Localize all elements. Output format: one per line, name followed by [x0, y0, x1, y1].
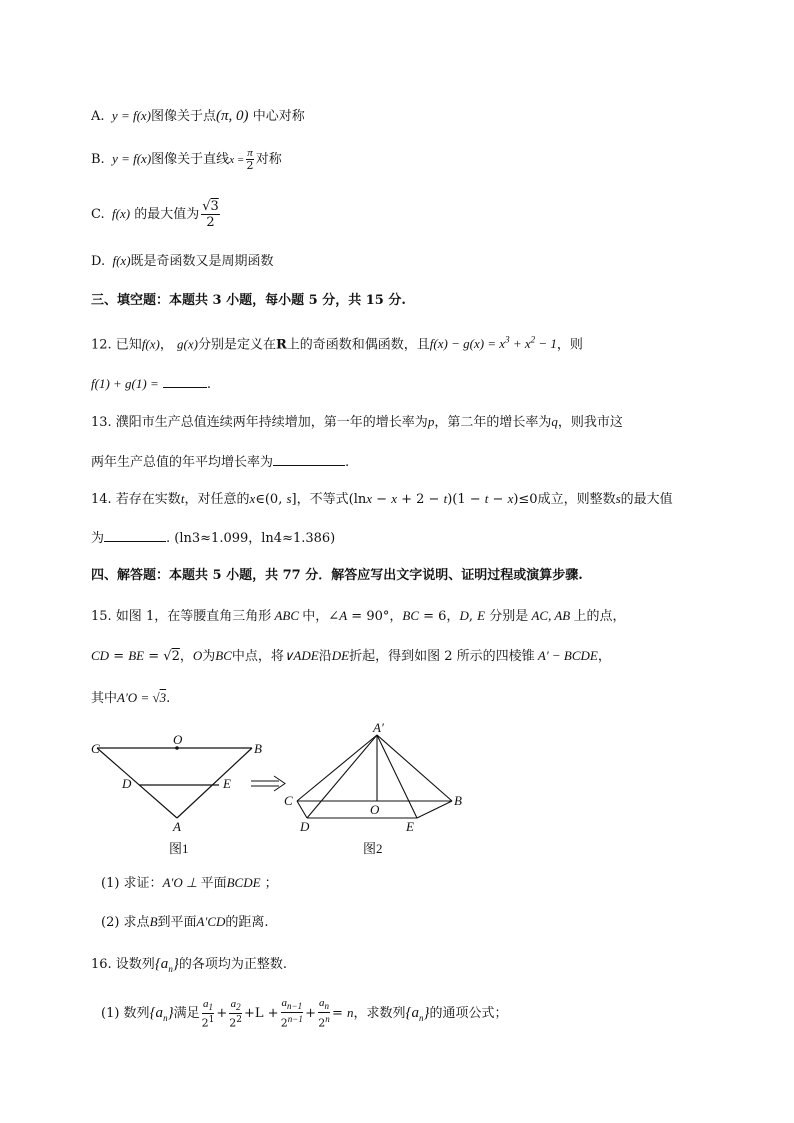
- option-b-text: 图像关于直线: [151, 152, 230, 167]
- q15-part2-b: B: [149, 914, 158, 929]
- option-a-formula: y = f(x): [108, 108, 152, 123]
- question-13-line1: [91, 412, 623, 433]
- q14-text3: ，不等式: [296, 492, 349, 507]
- option-b-tail: 对称: [255, 152, 282, 167]
- q12-answer-blank[interactable]: [163, 373, 207, 388]
- q16-part1-an: $\{a_n\}$: [149, 1004, 174, 1023]
- option-d: [91, 251, 274, 272]
- q15-part1-end: ；: [264, 876, 278, 891]
- q14-text4: 成立，则整数: [537, 492, 616, 507]
- q16-an: $\{a_n\}$: [154, 956, 179, 974]
- option-a-label: A.: [91, 109, 105, 124]
- q13-text2: ，第二年的增长率为: [434, 415, 552, 430]
- question-15-part1: [101, 873, 278, 894]
- question-13-line2: 两年生产总值的年平均增长率为 .: [91, 451, 349, 473]
- q12-g: g(x): [177, 336, 198, 352]
- option-b-label: B.: [91, 152, 105, 167]
- q15-text11: 其中: [91, 691, 118, 706]
- q15-part1-text: (1) 求证：: [101, 876, 163, 891]
- question-15-line1: [91, 606, 625, 627]
- q12-r: R: [275, 337, 287, 353]
- q15-text6: ，: [179, 649, 193, 664]
- question-12-line1: [91, 330, 583, 355]
- q12-prefix: 12. 已知: [91, 337, 142, 353]
- q16-text2: 的各项均为正整数.: [178, 957, 287, 972]
- fig2-label-ap: A′: [373, 722, 384, 735]
- q12-tail: ，则: [556, 337, 583, 353]
- q15-de: DE: [331, 648, 350, 663]
- q13-text1: 13. 濮阳市生产总值连续两年持续增加，第一年的增长率为: [91, 415, 428, 430]
- question-15-line3: 其中A′O = √3.: [91, 690, 171, 706]
- option-c-label: C.: [91, 207, 105, 222]
- q15-part2-text: (2) 求点: [101, 915, 150, 930]
- fig1-label-d: D: [122, 776, 132, 791]
- fig2-caption: 图2: [363, 841, 383, 856]
- q15-part1-bcde: BCDE: [226, 875, 261, 890]
- q15-part2-acd: A′CD: [196, 914, 226, 929]
- q12-sep: ，: [159, 337, 173, 353]
- q14-text6: 为: [91, 531, 105, 546]
- q15-o: O: [192, 648, 203, 663]
- q12-text2: 上的奇函数和偶函数，且: [286, 337, 430, 353]
- q16-part1-text3: ，求数列: [353, 1005, 406, 1021]
- q13-p: p: [427, 414, 435, 429]
- question-14-line2: [91, 527, 335, 549]
- question-15-part2: [101, 912, 269, 933]
- q14-interval: x∈(0, s]: [249, 491, 297, 507]
- q15-text1: 15. 如图 1，在等腰直角三角形: [91, 609, 272, 624]
- q13-text3: ，则我市这: [557, 415, 623, 430]
- q15-part2-plane: 到平面: [157, 915, 197, 930]
- q14-text5: 的最大值: [620, 492, 673, 507]
- fig1-label-o: O: [173, 732, 183, 747]
- fig1-caption: 图1: [169, 841, 189, 856]
- q16-part1-text1: (1) 数列: [101, 1005, 150, 1021]
- option-b-x: x =: [229, 154, 245, 166]
- fig1-label-b: B: [254, 741, 262, 756]
- q14-hint: . (ln3≈1.099，ln4≈1.386): [166, 531, 336, 546]
- fig2-label-b: B: [454, 793, 462, 808]
- fig2-label-c: C: [284, 793, 293, 808]
- q16-part1-an2: $\{a_n\}$: [405, 1004, 430, 1023]
- figure-2: [284, 722, 462, 856]
- option-d-text: 既是奇函数又是周期函数: [130, 254, 274, 269]
- q13-text4: 两年生产总值的年平均增长率为: [91, 455, 274, 470]
- q15-text4: 分别是: [489, 609, 529, 624]
- q15-ade: ∨ADE: [283, 648, 319, 663]
- q15-cd-be: CD = BE = √2: [91, 648, 180, 664]
- option-c-fraction: $\frac{√3}{2}$: [202, 199, 219, 230]
- q13-q: q: [551, 414, 558, 429]
- fig1-label-c: C: [91, 741, 100, 756]
- option-d-formula: f(x): [109, 253, 131, 268]
- q15-text9: 沿: [318, 649, 332, 664]
- option-a: [91, 106, 305, 127]
- q14-text2: ，对任意的: [184, 492, 250, 507]
- q15-text5: 上的点，: [573, 609, 626, 624]
- figures: [85, 722, 485, 862]
- fig2-label-e: E: [406, 819, 414, 834]
- q15-part2-end: 的距离.: [225, 915, 269, 930]
- q16-part1-text4: 的通项公式；: [429, 1005, 508, 1021]
- section-4-heading: 四、解答题：本题共 5 小题，共 77 分．解答应写出文字说明、证明过程或演算步骤.: [91, 568, 583, 583]
- option-c: [91, 199, 222, 230]
- option-c-text: 的最大值为: [134, 207, 200, 222]
- q14-t: t: [180, 491, 185, 506]
- q15-abc: ABC: [271, 608, 303, 623]
- q15-part1-ao: A′O ⊥: [162, 875, 201, 890]
- q15-text2: 中，: [302, 609, 329, 624]
- option-c-formula: f(x): [108, 206, 131, 221]
- option-d-label: D.: [91, 254, 106, 269]
- fig1-label-a: A: [173, 819, 181, 834]
- question-12-line2: f(1) + g(1) = .: [91, 373, 211, 395]
- q15-bc2: BC: [215, 648, 232, 663]
- q16-part1-series: $\frac{a_1}{2^1}$ + $\frac{a_2}{2^2}$ +L + $\frac{a_{n-1}}{2^{n-1}}$ + $\frac{a_n}{2^n}$ = n: [201, 997, 354, 1030]
- fig1-label-e: E: [223, 776, 231, 791]
- option-b-fraction: $\frac{\pi}{2}$: [246, 147, 254, 172]
- q14-answer-blank[interactable]: [104, 527, 166, 542]
- q12-expression: f(1) + g(1) =: [91, 376, 159, 391]
- q15-bc: BC = 6，D, E: [402, 608, 486, 624]
- fig2-label-o: O: [370, 802, 380, 817]
- q13-answer-blank[interactable]: [273, 451, 345, 466]
- q12-f: f(x): [141, 336, 160, 352]
- figure-1: [91, 732, 262, 856]
- question-16-line1: [91, 954, 287, 979]
- fig2-label-d: D: [300, 819, 310, 834]
- q16-part1-text2: 满足: [173, 1005, 200, 1021]
- option-b: [91, 147, 282, 172]
- q15-part1-plane: 平面: [200, 876, 227, 891]
- option-a-point: (π, 0): [216, 108, 249, 124]
- q15-pyramid: A′ − BCDE: [534, 648, 598, 663]
- q12-text1: 分别是定义在: [197, 337, 276, 353]
- question-16-part1: [101, 997, 508, 1030]
- option-a-text: 图像关于点: [151, 109, 217, 124]
- q15-text10: 折起，得到如图 2 所示的四棱锥: [349, 649, 535, 664]
- q15-text8: 中点，将: [231, 649, 284, 664]
- option-b-formula: y = f(x): [108, 151, 152, 166]
- section-3-heading: 三、填空题：本题共 3 小题，每小题 5 分，共 15 分.: [91, 293, 406, 308]
- q16-text1: 16. 设数列: [91, 957, 155, 972]
- q12-equation: $f(x) - g(x) = x^3 + x^2 - 1$: [429, 335, 557, 352]
- option-a-tail: 中心对称: [252, 109, 305, 124]
- fold-arrow: [251, 776, 285, 791]
- question-14-line1: [91, 489, 673, 510]
- q15-text3: ，: [389, 609, 403, 624]
- q14-inequality: (lnx − x + 2 − t)(1 − t − x)≤0: [348, 491, 538, 507]
- q15-text7: 为: [202, 649, 216, 664]
- q14-s: s: [615, 491, 621, 506]
- question-15-line2: CD = BE = √2，O为BC中点，将∨ADE沿DE折起，得到如图 2 所示的四棱锥 A′ − BCDE，: [91, 648, 611, 664]
- q15-angle: ∠A = 90°: [328, 608, 390, 624]
- q14-text1: 14. 若存在实数: [91, 492, 181, 507]
- q15-ao: A′O = √3: [117, 690, 167, 705]
- q15-ac-ab: AC, AB: [528, 608, 574, 623]
